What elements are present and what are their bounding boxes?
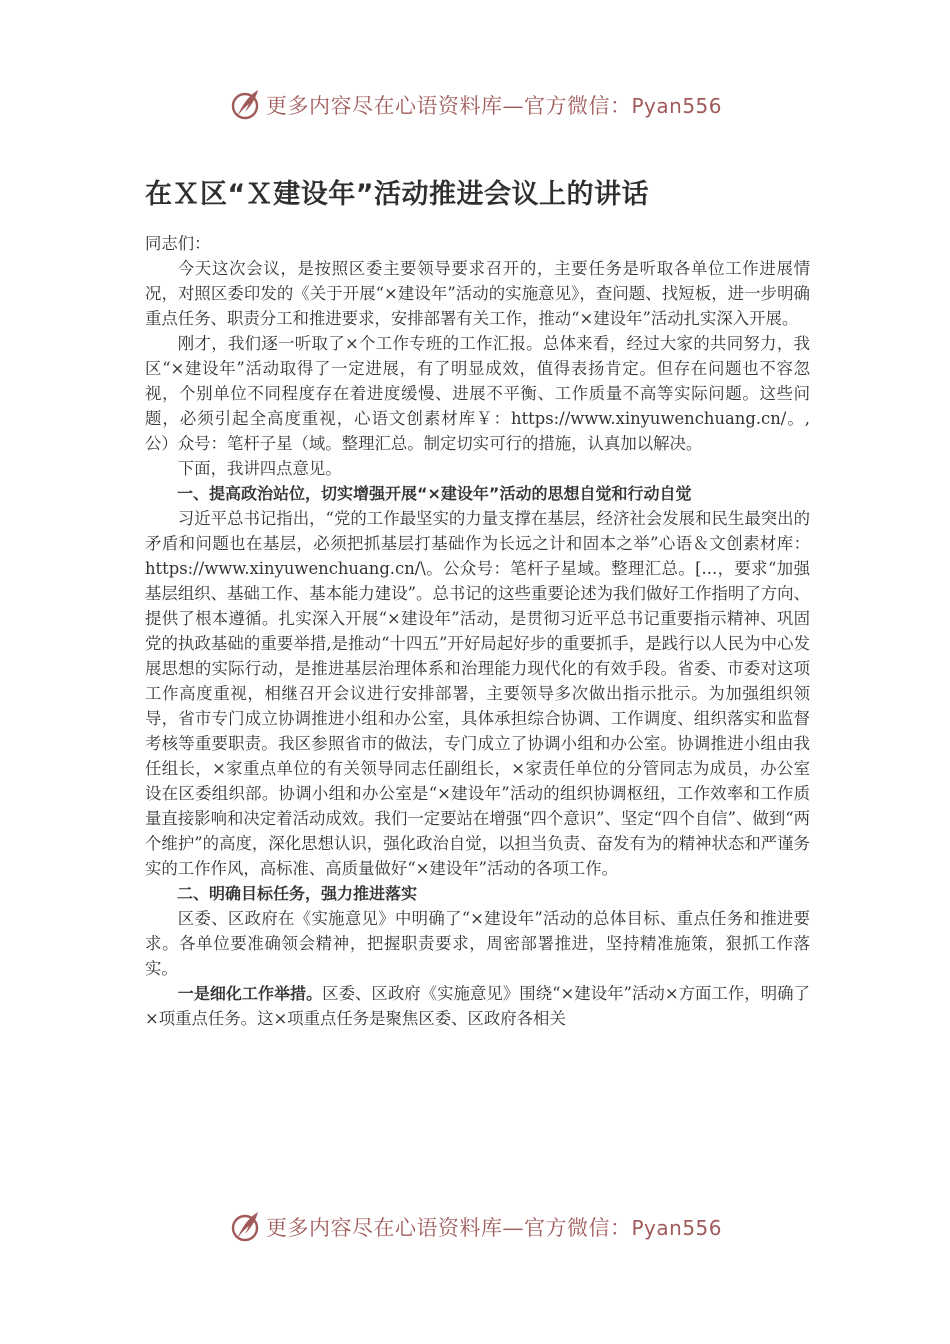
quill-pen-icon	[228, 87, 264, 123]
watermark-text: 更多内容尽在心语资料库—官方微信：Pyan556	[265, 1216, 722, 1240]
watermark-banner-top	[0, 85, 950, 125]
paragraph-measures	[145, 981, 810, 1031]
document-body	[145, 231, 810, 1031]
paragraph-review: 刚才，我们逐一听取了×个工作专班的工作汇报。总体来看，经过大家的共同努力，我区“×建设年”活动取得了一定进展，有了明显成效，值得表扬肯定。但存在问题也不容忽视，个别单位不同程度存在着进度缓慢、进展不平衡、工作质量不高等实际问题。这些问题，必须引起全高度重视，心语文创素材库￥：https://www.xinyuwenchuang.cn/。,公）众号：笔杆子星（域。整理汇总。制定切实可行的措施，认真加以解决。	[145, 334, 810, 453]
document-title: 在Ｘ区“Ｘ建设年”活动推进会议上的讲话	[145, 179, 649, 210]
paragraph-transition: 下面，我讲四点意见。	[177, 459, 342, 478]
paragraph-intro: 今天这次会议，是按照区委主要领导要求召开的，主要任务是听取各单位工作进展情况，对照区委印发的《关于开展“×建设年”活动的实施意见》，查问题、找短板，进一步明确重点任务、职责分工和推进要求，安排部署有关工作，推动“×建设年”活动扎实深入开展。	[145, 259, 810, 328]
salutation: 同志们：	[145, 234, 211, 253]
paragraph-section-2: 区委、区政府在《实施意见》中明确了“×建设年”活动的总体目标、重点任务和推进要求。各单位要准确领会精神，把握职责要求，周密部署推进，坚持精准施策，狠抓工作落实。	[145, 909, 810, 978]
paragraph-measures-text: 区委、区政府《实施意见》围绕“×建设年”活动×方面工作，明确了×项重点任务。这×项重点任务是聚焦区委、区政府各相关	[145, 984, 810, 1028]
section-heading-2: 二、明确目标任务，强力推进落实	[177, 884, 418, 903]
section-heading-1: 一、提高政治站位，切实增强开展“×建设年”活动的思想自觉和行动自觉	[177, 484, 692, 503]
watermark-banner-bottom	[0, 1207, 950, 1247]
paragraph-section-1: 习近平总书记指出，“党的工作最坚实的力量支撑在基层，经济社会发展和民生最突出的矛盾和问题也在基层，必须把抓基层打基础作为长远之计和固本之举”心语＆文创素材库：https://www.xinyuwenchuang.cn/\。公众号：笔杆子星域。整理汇总。[...，要求“加强基层组织、基础工作、基本能力建设”。总书记的这些重要论述为我们做好工作指明了方向、提供了根本遵循。扎实深入开展“×建设年”活动，是贯彻习近平总书记重要指示精神、巩固党的执政基础的重要举措,是推动“十四五”开好局起好步的重要抓手，是践行以人民为中心发展思想的实际行动，是推进基层治理体系和治理能力现代化的有效手段。省委、市委对这项工作高度重视，相继召开会议进行安排部署，主要领导多次做出指示批示。为加强组织领导，省市专门成立协调推进小组和办公室，具体承担综合协调、工作调度、组织落实和监督考核等重要职责。我区参照省市的做法，专门成立了协调小组和办公室。协调推进小组由我任组长，×家重点单位的有关领导同志任副组长，×家责任单位的分管同志为成员，办公室设在区委组织部。协调小组和办公室是“×建设年”活动的组织协调枢纽，工作效率和工作质量直接影响和决定着活动成效。我们一定要站在增强“四个意识”、坚定“四个自信”、做到“两个维护”的高度，深化思想认识，强化政治自觉，以担当负责、奋发有为的精神状态和严谨务实的工作作风，高标准、高质量做好“×建设年”活动的各项工作。	[145, 509, 810, 878]
paragraph-lead: 一是细化工作举措。	[177, 984, 323, 1003]
quill-pen-icon	[228, 1209, 264, 1245]
watermark-text: 更多内容尽在心语资料库—官方微信：Pyan556	[265, 94, 722, 118]
